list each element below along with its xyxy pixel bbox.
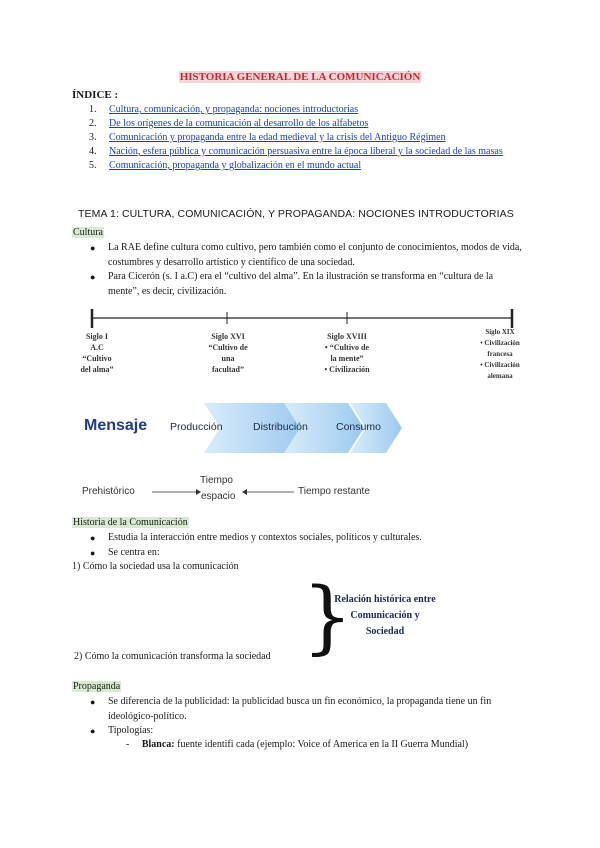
propaganda-heading [72,681,121,692]
timeline-line: • Civilización [324,365,370,374]
index-item [89,145,529,159]
timeline-line: una [221,354,235,363]
timeline-line: “Cultivo [82,354,112,363]
timeline-line: • Civilización [480,339,520,347]
blanca-item [126,739,468,750]
timeline-line: Siglo I [85,332,108,341]
brace-icon: } [302,570,353,663]
bullet-icon: ● [90,726,96,736]
relacion-box [320,592,450,640]
relacion-line: Comunicación y [350,610,420,621]
mensaje-label: Mensaje [84,417,148,434]
historia-item-2: 2) Cómo la comunicación transforma la sociedad [74,651,271,662]
relacion-line: Relación histórica entre [334,594,436,605]
bullet-text: Se diferencia de la publicidad: la publicidad busca un fin económico, la propaganda tiene un fin ideológico-político. [108,696,492,722]
timeline-line: • Civilización [480,361,520,369]
timeline-line: alemana [487,372,513,380]
bullet-text: La RAE define cultura como cultivo, pero también como el conjunto de conocimientos, modos de vida, costumbres y desarrollo artístico y científico de una sociedad. [108,242,522,268]
index-list [89,103,529,173]
bullet-icon: ● [90,697,96,707]
bullet-icon: ● [90,533,96,543]
blanca-label: Blanca: [141,739,175,750]
timeline-label-4 [465,327,535,382]
list-item [90,546,526,561]
index-number: 5. [89,160,97,171]
list-item [90,724,526,739]
historia-item-1: 1) Cómo la sociedad usa la comunicación [72,561,239,572]
bullet-text: Estudia la interacción entre medios y contextos sociales, políticos y culturales. [108,532,422,543]
index-number: 2. [89,118,97,129]
bullet-icon: ● [90,547,96,558]
blanca-text: fuente identifi cada (ejemplo: Voice of America en la II Guerra Mundial) [174,739,469,750]
relacion-line: Sociedad [365,626,405,637]
tiempo-restante: Tiempo restante [298,486,370,497]
index-link-1[interactable]: Cultura, comunicación, y propaganda: nociones introductorias [109,104,359,115]
timeline-line: Siglo XIX [485,328,515,336]
index-item [89,159,529,173]
timeline-line: del alma” [80,365,114,374]
list-item [90,695,526,724]
timeline-line: la mente” [330,354,364,363]
index-item [89,117,529,131]
tema-heading: TEMA 1: CULTURA, COMUNICACIÓN, Y PROPAGANDA: NOCIONES INTRODUCTORIAS [78,208,514,220]
document-title [0,71,600,83]
list-item [90,270,526,299]
propaganda-heading-text: Propaganda [73,681,121,692]
bullet-text: Para Cicerón (s. I a.C) era el “cultivo del alma”. En la ilustración se transforma en “cultura de la mente”, es decir, civilización. [108,271,494,297]
index-link-3[interactable]: Comunicación y propaganda entre la edad medieval y la crisis del Antiguo Régimen [109,132,446,143]
index-label: ÍNDICE : [72,89,119,101]
index-link-5[interactable]: Comunicación, propaganda y globalización en el mundo actual [109,160,362,171]
flow-diagram [80,403,420,453]
list-item [90,531,526,546]
timeline-line: A.C [90,343,104,352]
bullet-text: Tipologías: [108,725,154,736]
timeline-line: francesa [487,350,513,358]
timeline-label-2 [193,331,263,375]
flow-step-2: Distribución [253,421,308,433]
bullet-text: Se centra en: [108,546,160,558]
propaganda-bullets [90,695,526,739]
flow-step-1: Producción [170,421,223,433]
cultura-heading [72,227,104,238]
bullet-icon: ● [90,272,96,282]
timeline-line: Siglo XVIII [327,332,367,341]
dash-icon: - [126,739,130,750]
timeline-line: • “Cultivo de [324,343,370,352]
list-item [90,241,526,270]
index-number: 4. [89,146,97,157]
historia-heading-text: Historia de la Comunicación [73,517,188,528]
timeline-line: facultad” [212,365,244,374]
timeline-label-1 [62,331,132,375]
historia-heading [72,517,189,528]
flow-step-3: Consumo [336,421,381,433]
espacio-label: espacio [201,491,236,502]
tiempo-prehistorico: Prehistórico [82,486,135,497]
cultura-bullets [90,241,526,299]
historia-bullets [90,531,526,560]
index-item [89,131,529,145]
index-number: 1. [89,104,97,115]
document-title-text: HISTORIA GENERAL DE LA COMUNICACIÓN [179,71,421,83]
cultura-heading-text: Cultura [73,227,103,238]
bullet-icon: ● [90,243,96,253]
timeline-diagram [60,300,540,400]
timeline-label-3 [307,331,387,375]
index-item [89,103,529,117]
tiempo-label: Tiempo [200,475,233,486]
timeline-line: “Cultivo de [208,343,248,352]
timeline-line: Siglo XVI [211,332,245,341]
index-link-2[interactable]: De los orígenes de la comunicación al desarrollo de los alfabetos [109,118,369,129]
index-number: 3. [89,132,97,143]
index-link-4[interactable]: Nación, esfera pública y comunicación persuasiva entre la época liberal y la sociedad de las masas [109,146,503,157]
